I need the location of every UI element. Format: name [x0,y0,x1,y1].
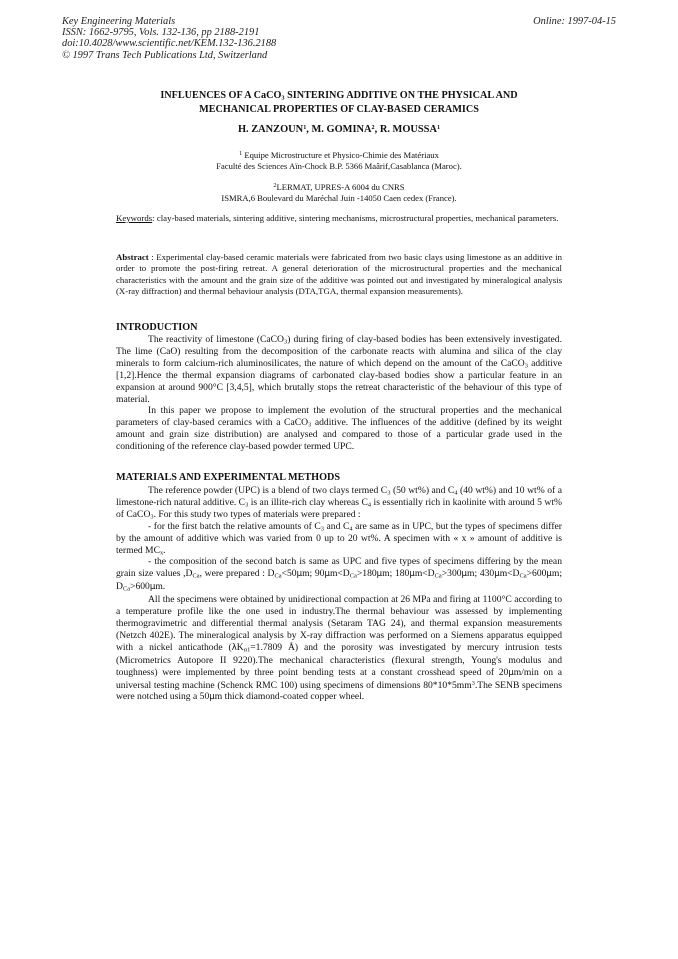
keywords-label: Keywords [116,213,153,223]
paragraph: In this paper we propose to implement the evolution of the structural properties and the mechanical parameters of clay-based ceramics with a CaCO$_3$ additive. The influences of the additive (defined by its weight amount and grain size distribution) are analysed and compared to those of a particular grade used in the conditioning of the reference clay-based powder termed UPC. [116,405,562,453]
issn-line: ISSN: 1662-9795, Vols. 132-136, pp 2188-2191 [62,27,260,39]
introduction-body [116,334,562,453]
author-list: H. ZANZOUN$^1$, M. GOMINA$^2$, R. MOUSSA$^1$ [237,124,441,135]
paragraph: - for the first batch the relative amounts of $C_3$ and $C_4$ are same as in UPC, but the types of specimens differ by the amount of additive which was varied from 0 up to 20 wt%. A specimen with « x » amount of additive is termed $MC_x$. [116,520,562,557]
affiliation-2: $^2$LERMAT, UPRES-A 6004 du CNRS ISMRA,6 Boulevard du Maréchal Juin -14050 Caen cedex (France). [221,182,457,203]
journal-name: Key Engineering Materials [62,16,176,27]
section-heading-methods: MATERIALS AND EXPERIMENTAL METHODS [116,472,341,483]
copyright-line: © 1997 Trans Tech Publications Ltd, Switzerland [62,49,268,61]
author-name: R. MOUSSA [379,124,437,135]
paragraph: The reference powder (UPC) is a blend of two clays termed $C_3$ (50 wt%) and $C_4$ (40 wt%) and 10 wt% of a limestone-rich natural additive. $C_3$ is an illite-rich clay whereas $C_4$ is essentially rich in kaolinite with around 5 wt% of CaCO$_3$. For this study two types of materials were prepared : [116,485,562,521]
abstract: Abstract : Experimental clay-based ceramic materials were fabricated from two basic clays using limestone as an additive in order to promote the post-firing retreat. A general deterioration of the microstructural properties and the mechanical characteristics with the amount and the grain size of the additive was pointed out and investigated by mineralogical analysis (X-ray diffraction) and thermal behaviour analysis (DTA,TGA, thermal expansion measurements). [116,252,562,297]
doi-line: doi:10.4028/www.scientific.net/KEM.132-136.2188 [62,38,277,50]
affiliation-1: $^1$ Equipe Microstructure et Physico-Chimie des Matériaux Faculté des Sciences Aïn-Chock B.P. 5366 Maârif,Casablanca (Maroc). [216,150,462,171]
abstract-label: Abstract [116,252,149,262]
keywords: Keywords: clay-based materials, sintering additive, sintering mechanisms, microstructural properties, mechanical parameters. [116,213,559,223]
author-name: H. ZANZOUN [237,124,304,135]
paper-title [116,89,562,116]
paragraph: - the composition of the second batch is same as UPC and five types of specimens differing by the mean grain size values $,D_{Ca}$, were prepared : $D_{Ca}<50\mu m$; $90\mu m<D_{Ca}>180\mu m$; $180\mu m<D_{Ca}>300\mu m$; $430\mu m<D_{Ca}>600\mu m$; $D_{Ca}>600\mu m$. [116,556,563,593]
paragraph: All the specimens were obtained by unidirectional compaction at 26 MPa and firing at 1100°C according to a temperature profile like the one used in industry.The thermal behaviour was assessed by implementing thermogravimetric and differential thermal analysis (Setaram TAG 24), and thermal expansion measurements (Netzch 402E). The mineralogical analysis by X-ray diffraction was performed on a Siemens apparatus equipped with a nickel anticathode ($\lambda K_{\alpha 1}=1.7809$ Å) and the porosity was investigated by mercury intrusion tests (Micrometrics Autopore II 9220).The mechanical characteristics (flexural strength, Young's modulus and toughness) were implemented by three point bending tests at a constant crosshead speed of 20μm/min on a universal testing machine (Schenck RMC 100) using specimens of dimensions $80*10*5mm^3.The$ SENB specimens were notched using a 50μm thick diamond-coated copper wheel. [116,594,562,703]
journal-header [62,16,422,61]
section-heading-introduction: INTRODUCTION [116,322,198,333]
author-name: M. GOMINA [311,124,372,135]
title-line-2: MECHANICAL PROPERTIES OF CLAY-BASED CERAMICS [199,103,479,115]
online-date: Online: 1997-04-15 [533,16,616,27]
paragraph: The reactivity of limestone (CaCO$_3$) during firing of clay-based bodies has been extensively investigated. The lime (CaO) resulting from the decomposition of the carbonate reacts with alumina and silica of the clay minerals to form calcium-rich aluminosilicates, the nature of which depend on the amount of the CaCO$_3$ additive [1,2].Hence the thermal expansion diagrams of carbonated clay-based bodies show a particular feature in an expansion at around 900°C [3,4,5], which brutally stops the retreat characteristic of the behaviour of this type of material. [116,334,563,405]
title-line-1: INFLUENCES OF A CaCO$_3$ SINTERING ADDITIVE ON THE PHYSICAL AND [160,90,518,102]
methods-body [116,485,562,704]
